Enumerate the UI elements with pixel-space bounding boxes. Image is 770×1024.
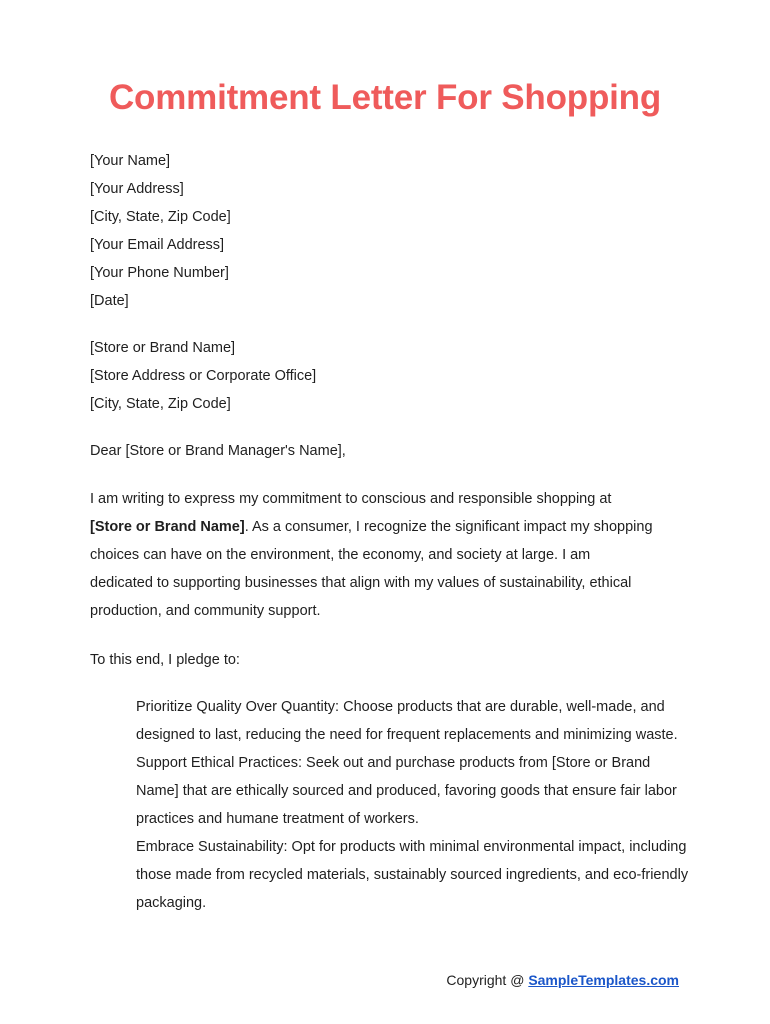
pledge-item: Embrace Sustainability: Opt for products with minimal environmental impact, including those made from recycled materials, sustainably sourced ingredients, and eco-friendly packaging.	[136, 839, 689, 911]
paragraph-line: production, and community support.	[90, 603, 321, 619]
sender-email: [Your Email Address]	[90, 237, 225, 253]
recipient-address: [Store Address or Corporate Office]	[90, 368, 317, 384]
sender-address: [Your Address]	[90, 181, 184, 197]
document-title: Commitment Letter For Shopping	[108, 78, 662, 117]
sender-city-state-zip: [City, State, Zip Code]	[90, 209, 231, 225]
paragraph-text: . As a consumer, I recognize the significant impact my shopping	[244, 519, 653, 535]
sampletemplates-link[interactable]: SampleTemplates.com	[528, 972, 679, 988]
pledge-intro: To this end, I pledge to:	[90, 652, 240, 668]
store-name-bold: [Store or Brand Name]	[90, 519, 245, 535]
recipient-address-block	[90, 334, 316, 418]
copyright-text: Copyright @	[446, 972, 529, 988]
recipient-name: [Store or Brand Name]	[90, 340, 236, 356]
salutation: Dear [Store or Brand Manager's Name],	[90, 443, 346, 459]
intro-paragraph	[90, 485, 690, 625]
pledge-item: Prioritize Quality Over Quantity: Choose products that are durable, well-made, and designed to last, reducing the need for frequent replacements and minimizing waste.	[136, 699, 678, 743]
paragraph-line	[90, 513, 690, 541]
paragraph-line: I am writing to express my commitment to conscious and responsible shopping at	[90, 491, 612, 507]
paragraph-line: dedicated to supporting businesses that align with my values of sustainability, ethical	[90, 575, 632, 591]
sender-name: [Your Name]	[90, 153, 171, 169]
letter-date: [Date]	[90, 293, 129, 309]
sender-phone: [Your Phone Number]	[90, 265, 229, 281]
copyright-footer	[446, 972, 679, 988]
paragraph-line: choices can have on the environment, the economy, and society at large. I am	[90, 547, 591, 563]
pledge-list	[136, 693, 696, 917]
sender-address-block	[90, 147, 231, 315]
recipient-city-state-zip: [City, State, Zip Code]	[90, 396, 231, 412]
pledge-item: Support Ethical Practices: Seek out and purchase products from [Store or Brand Name] that are ethically sourced and produced, favoring goods that ensure fair labor practices and humane treatment of workers.	[136, 755, 677, 827]
